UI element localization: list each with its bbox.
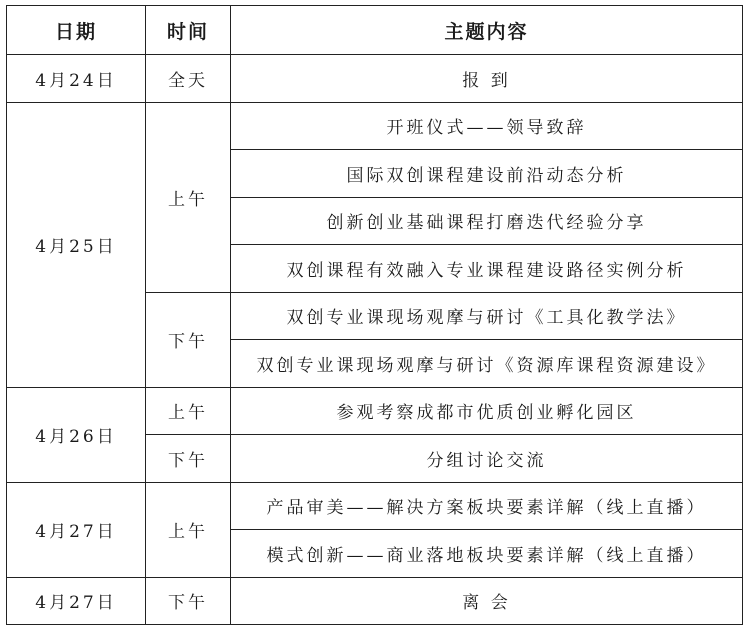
header-topic: 主题内容 — [231, 6, 743, 55]
header-row — [7, 6, 743, 55]
table-row — [7, 387, 743, 435]
topic-cell: 双创专业课现场观摩与研讨《工具化教学法》 — [231, 292, 743, 340]
schedule-table — [6, 5, 743, 625]
topic-cell: 模式创新——商业落地板块要素详解（线上直播） — [231, 530, 743, 578]
table-row — [7, 102, 743, 150]
date-cell: 4月27日 — [7, 482, 146, 577]
time-cell: 下午 — [146, 292, 231, 387]
topic-cell: 产品审美——解决方案板块要素详解（线上直播） — [231, 482, 743, 530]
date-cell: 4月24日 — [7, 55, 146, 103]
time-cell: 下午 — [146, 577, 231, 625]
topic-cell: 创新创业基础课程打磨迭代经验分享 — [231, 197, 743, 245]
date-cell: 4月26日 — [7, 387, 146, 482]
time-cell: 下午 — [146, 435, 231, 483]
topic-cell: 双创课程有效融入专业课程建设路径实例分析 — [231, 245, 743, 293]
time-cell: 上午 — [146, 482, 231, 577]
topic-cell: 开班仪式——领导致辞 — [231, 102, 743, 150]
table-row — [7, 55, 743, 103]
time-cell: 全天 — [146, 55, 231, 103]
topic-cell: 国际双创课程建设前沿动态分析 — [231, 150, 743, 198]
topic-cell: 双创专业课现场观摩与研讨《资源库课程资源建设》 — [231, 340, 743, 388]
topic-cell: 离 会 — [231, 577, 743, 625]
time-cell: 上午 — [146, 387, 231, 435]
date-cell: 4月25日 — [7, 102, 146, 387]
topic-cell: 分组讨论交流 — [231, 435, 743, 483]
topic-cell: 报 到 — [231, 55, 743, 103]
date-cell: 4月27日 — [7, 577, 146, 625]
header-time: 时间 — [146, 6, 231, 55]
table-row — [7, 577, 743, 625]
time-cell: 上午 — [146, 102, 231, 292]
header-date: 日期 — [7, 6, 146, 55]
topic-cell: 参观考察成都市优质创业孵化园区 — [231, 387, 743, 435]
table-row — [7, 482, 743, 530]
